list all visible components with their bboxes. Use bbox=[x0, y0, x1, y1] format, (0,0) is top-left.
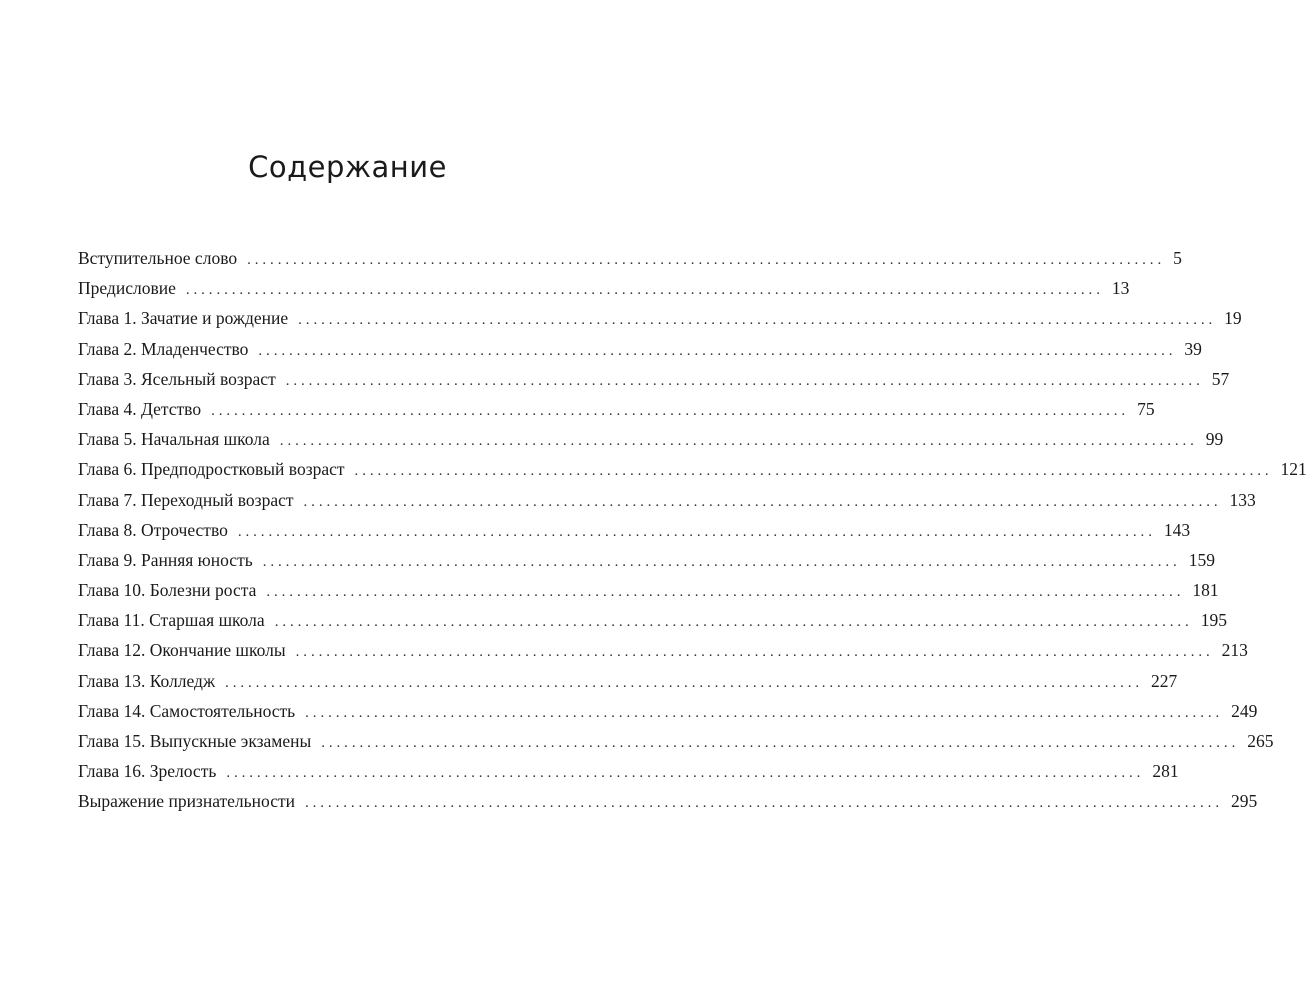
dot-leader: ........................................................................................................................ bbox=[285, 372, 1204, 389]
toc-page-number: 195 bbox=[1200, 610, 1227, 631]
toc-entry bbox=[78, 364, 1230, 394]
dot-leader: ........................................................................................................................ bbox=[247, 252, 1166, 268]
dot-leader: ........................................................................................................................ bbox=[295, 644, 1214, 661]
toc-entry bbox=[78, 515, 1191, 545]
dot-leader: ........................................................................................................................ bbox=[354, 463, 1273, 480]
toc-entry-title: Глава 16. Зрелость bbox=[78, 761, 217, 782]
toc-entry-title: Глава 1. Зачатие и рождение bbox=[78, 308, 289, 329]
dot-leader: ........................................................................................................................ bbox=[304, 795, 1223, 812]
toc-page-number: 213 bbox=[1221, 640, 1248, 661]
toc-entry-title: Вступительное слово bbox=[78, 248, 238, 268]
toc-entry-title: Глава 4. Детство bbox=[78, 398, 202, 419]
toc-page-number: 143 bbox=[1163, 519, 1191, 540]
toc-entry-title: Глава 2. Младенчество bbox=[78, 338, 249, 359]
toc-entry bbox=[78, 394, 1155, 424]
dot-leader: ........................................................................................................................ bbox=[321, 735, 1240, 751]
dot-leader: ........................................................................................................................ bbox=[258, 342, 1177, 359]
toc-entry-title: Глава 7. Переходный возраст bbox=[78, 489, 294, 510]
toc-page-number: 75 bbox=[1137, 398, 1155, 419]
toc-entry bbox=[78, 726, 1274, 756]
page-title: Содержание bbox=[248, 150, 447, 184]
toc-entry bbox=[78, 424, 1224, 454]
toc-entry bbox=[78, 545, 1215, 575]
toc-entry-title: Глава 15. Выпускные экзамены bbox=[78, 731, 312, 751]
toc-page-number: 121 bbox=[1280, 459, 1307, 480]
toc-entry bbox=[78, 635, 1248, 665]
toc-page-number: 295 bbox=[1230, 791, 1258, 812]
toc-entry bbox=[78, 786, 1258, 816]
toc-entry-title: Глава 3. Ясельный возраст bbox=[78, 368, 276, 389]
toc-entry-title: Глава 8. Отрочество bbox=[78, 519, 228, 540]
dot-leader: ........................................................................................................................ bbox=[298, 312, 1217, 329]
toc-page-number: 13 bbox=[1111, 278, 1130, 299]
toc-page-number: 227 bbox=[1151, 670, 1178, 691]
toc-page-number: 249 bbox=[1231, 700, 1258, 721]
dot-leader: ........................................................................................................................ bbox=[237, 523, 1156, 540]
toc-page-number: 57 bbox=[1211, 368, 1230, 389]
table-of-contents bbox=[78, 243, 1307, 817]
toc-entry bbox=[78, 605, 1227, 635]
toc-page-number: 159 bbox=[1188, 549, 1215, 570]
toc-entry-title: Глава 11. Старшая школа bbox=[78, 610, 265, 631]
dot-leader: ........................................................................................................................ bbox=[303, 493, 1222, 510]
toc-entry-title: Предисловие bbox=[78, 278, 176, 299]
toc-entry-title: Глава 10. Болезни роста bbox=[78, 580, 257, 601]
dot-leader: ........................................................................................................................ bbox=[226, 765, 1145, 782]
toc-page-number: 5 bbox=[1173, 248, 1182, 268]
toc-page-number: 265 bbox=[1247, 731, 1274, 751]
toc-entry bbox=[78, 454, 1307, 484]
toc-entry-title: Глава 12. Окончание школы bbox=[78, 640, 286, 661]
toc-page-number: 19 bbox=[1224, 308, 1242, 329]
toc-page-number: 133 bbox=[1229, 489, 1256, 510]
toc-entry bbox=[78, 485, 1256, 515]
toc-entry-title: Глава 5. Начальная школа bbox=[78, 429, 270, 450]
toc-entry bbox=[78, 575, 1219, 605]
toc-entry-title: Глава 14. Самостоятельность bbox=[78, 700, 296, 721]
dot-leader: ........................................................................................................................ bbox=[274, 614, 1193, 631]
toc-entry bbox=[78, 243, 1182, 273]
toc-entry bbox=[78, 666, 1178, 696]
toc-entry bbox=[78, 273, 1130, 303]
toc-entry bbox=[78, 303, 1242, 333]
dot-leader: ........................................................................................................................ bbox=[266, 584, 1185, 601]
toc-page-number: 181 bbox=[1192, 580, 1219, 601]
toc-entry-title: Выражение признательности bbox=[78, 791, 295, 812]
toc-page-number: 281 bbox=[1152, 761, 1179, 782]
toc-entry-title: Глава 9. Ранняя юность bbox=[78, 549, 253, 570]
dot-leader: ........................................................................................................................ bbox=[225, 674, 1144, 691]
dot-leader: ........................................................................................................................ bbox=[262, 553, 1181, 570]
dot-leader: ........................................................................................................................ bbox=[185, 282, 1104, 299]
toc-entry-title: Глава 13. Колледж bbox=[78, 670, 216, 691]
toc-page-number: 39 bbox=[1184, 338, 1202, 359]
toc-entry bbox=[78, 696, 1258, 726]
toc-entry-title: Глава 6. Предподростковый возраст bbox=[78, 459, 345, 480]
dot-leader: ........................................................................................................................ bbox=[211, 402, 1130, 419]
dot-leader: ........................................................................................................................ bbox=[279, 433, 1198, 450]
toc-entry bbox=[78, 334, 1202, 364]
toc-page-number: 99 bbox=[1205, 429, 1224, 450]
dot-leader: ........................................................................................................................ bbox=[305, 704, 1224, 721]
toc-entry bbox=[78, 756, 1179, 786]
